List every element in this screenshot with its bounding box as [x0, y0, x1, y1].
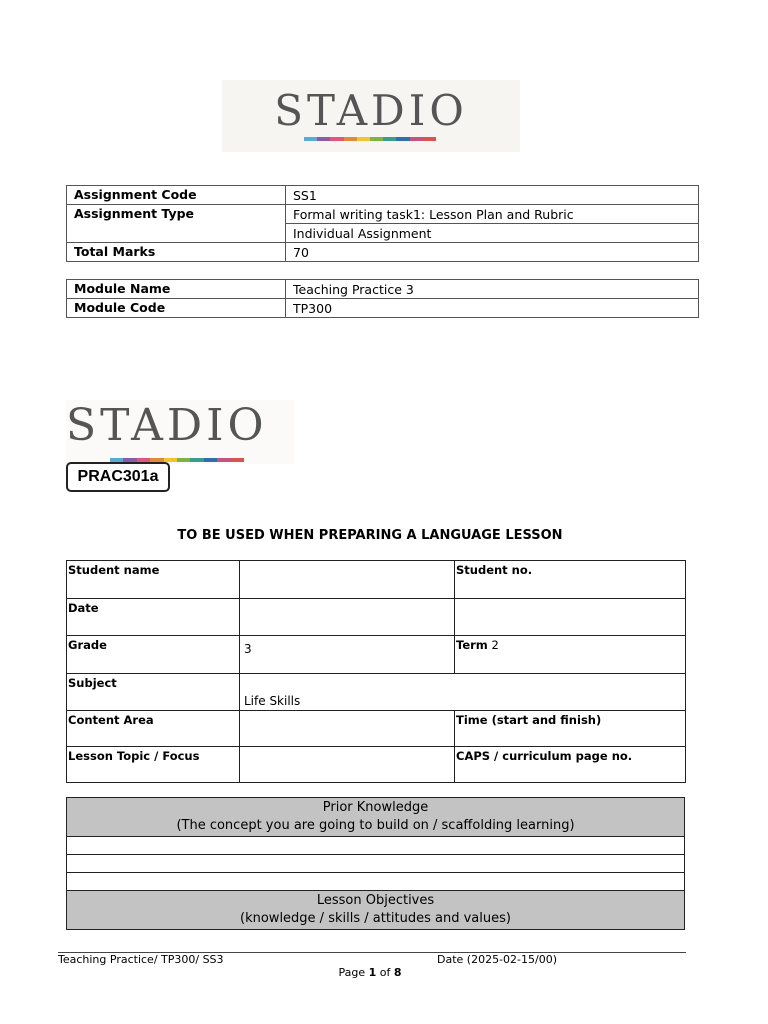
stripe-segment — [330, 137, 343, 141]
lesson-objectives-subtitle: (knowledge / skills / attitudes and values) — [240, 911, 511, 926]
prior-knowledge-line[interactable] — [67, 873, 685, 891]
table-row — [67, 711, 686, 747]
prior-knowledge-line[interactable] — [67, 837, 685, 855]
assignment-type-label: Assignment Type — [67, 205, 286, 243]
lesson-topic-field[interactable] — [240, 747, 455, 783]
table-row — [67, 636, 686, 674]
stripe-segment — [344, 137, 357, 141]
caps-label: CAPS / curriculum page no. — [456, 749, 633, 763]
student-no-field[interactable] — [455, 561, 686, 599]
stripe-segment — [217, 458, 230, 462]
grade-value[interactable]: 3 — [240, 636, 455, 674]
lesson-details-table — [66, 560, 686, 783]
assignment-type-value: Formal writing task1: Lesson Plan and Rubric — [286, 205, 699, 224]
assignment-code-value: SS1 — [286, 186, 699, 205]
page-total: 8 — [393, 966, 402, 979]
term-field[interactable] — [455, 636, 686, 674]
page-number — [0, 966, 740, 979]
module-name-label: Module Name — [67, 280, 286, 299]
total-marks-label: Total Marks — [67, 243, 286, 262]
grade-label: Grade — [67, 636, 240, 674]
table-row — [67, 674, 686, 711]
prior-knowledge-table — [66, 797, 685, 930]
student-name-field[interactable] — [240, 561, 455, 599]
prior-knowledge-subtitle: (The concept you are going to build on / scaffolding learning) — [176, 818, 575, 833]
logo-wordmark: STADIO — [274, 86, 468, 135]
stripe-segment — [370, 137, 383, 141]
stripe-segment — [423, 137, 436, 141]
table-row — [67, 243, 699, 262]
table-row — [67, 299, 699, 318]
student-no-label: Student no. — [456, 563, 533, 577]
module-info-table — [66, 279, 699, 318]
date-extra-field[interactable] — [455, 599, 686, 636]
page-current: 1 — [368, 966, 377, 979]
table-row — [67, 280, 699, 299]
page-word: Page — [338, 966, 366, 979]
stripe-segment — [177, 458, 190, 462]
footer-date: Date (2025-02-15/00) — [437, 953, 558, 966]
of-word: of — [379, 966, 391, 979]
stripe-segment — [410, 137, 423, 141]
stadio-logo-small — [66, 400, 294, 464]
lesson-topic-label: Lesson Topic / Focus — [67, 747, 240, 783]
date-field[interactable] — [240, 599, 455, 636]
stripe-segment — [383, 137, 396, 141]
table-row — [67, 561, 686, 599]
subject-value[interactable]: Life Skills — [240, 674, 686, 711]
table-row — [67, 599, 686, 636]
total-marks-value: 70 — [286, 243, 699, 262]
module-code-label: Module Code — [67, 299, 286, 318]
lesson-objectives-header — [67, 891, 685, 930]
lesson-objectives-title: Lesson Objectives — [316, 893, 435, 908]
stripe-segment — [317, 137, 330, 141]
prior-knowledge-header — [67, 798, 685, 837]
prior-knowledge-title: Prior Knowledge — [322, 800, 429, 815]
assignment-code-label: Assignment Code — [67, 186, 286, 205]
stripe-segment — [304, 137, 317, 141]
table-row — [67, 798, 685, 837]
caps-field[interactable] — [455, 747, 686, 783]
table-row — [67, 747, 686, 783]
table-row — [67, 891, 685, 930]
content-area-label: Content Area — [67, 711, 240, 747]
table-row — [67, 873, 685, 891]
logo-wordmark: STADIO — [66, 400, 268, 451]
stripe-segment — [190, 458, 203, 462]
content-area-field[interactable] — [240, 711, 455, 747]
form-heading: TO BE USED WHEN PREPARING A LANGUAGE LESSON — [177, 528, 563, 543]
module-code-value: TP300 — [286, 299, 699, 318]
table-row — [67, 186, 699, 205]
table-row — [67, 837, 685, 855]
time-label: Time (start and finish) — [456, 713, 602, 727]
assignment-type-value-2: Individual Assignment — [286, 224, 699, 243]
logo-color-stripe — [304, 137, 436, 141]
stripe-segment — [204, 458, 217, 462]
table-row — [67, 205, 699, 224]
footer-course: Teaching Practice/ TP300/ SS3 — [58, 953, 224, 966]
table-row — [67, 855, 685, 873]
module-name-value: Teaching Practice 3 — [286, 280, 699, 299]
stripe-segment — [396, 137, 409, 141]
student-name-label: Student name — [67, 561, 240, 599]
time-field[interactable] — [455, 711, 686, 747]
prior-knowledge-line[interactable] — [67, 855, 685, 873]
term-label: Term — [456, 638, 488, 652]
form-code-badge: PRAC301a — [66, 462, 170, 492]
subject-label: Subject — [67, 674, 240, 711]
assignment-info-table — [66, 185, 699, 262]
date-label: Date — [67, 599, 240, 636]
term-value: 2 — [491, 638, 499, 652]
stripe-segment — [231, 458, 244, 462]
stripe-segment — [357, 137, 370, 141]
stadio-logo-top — [222, 80, 520, 152]
